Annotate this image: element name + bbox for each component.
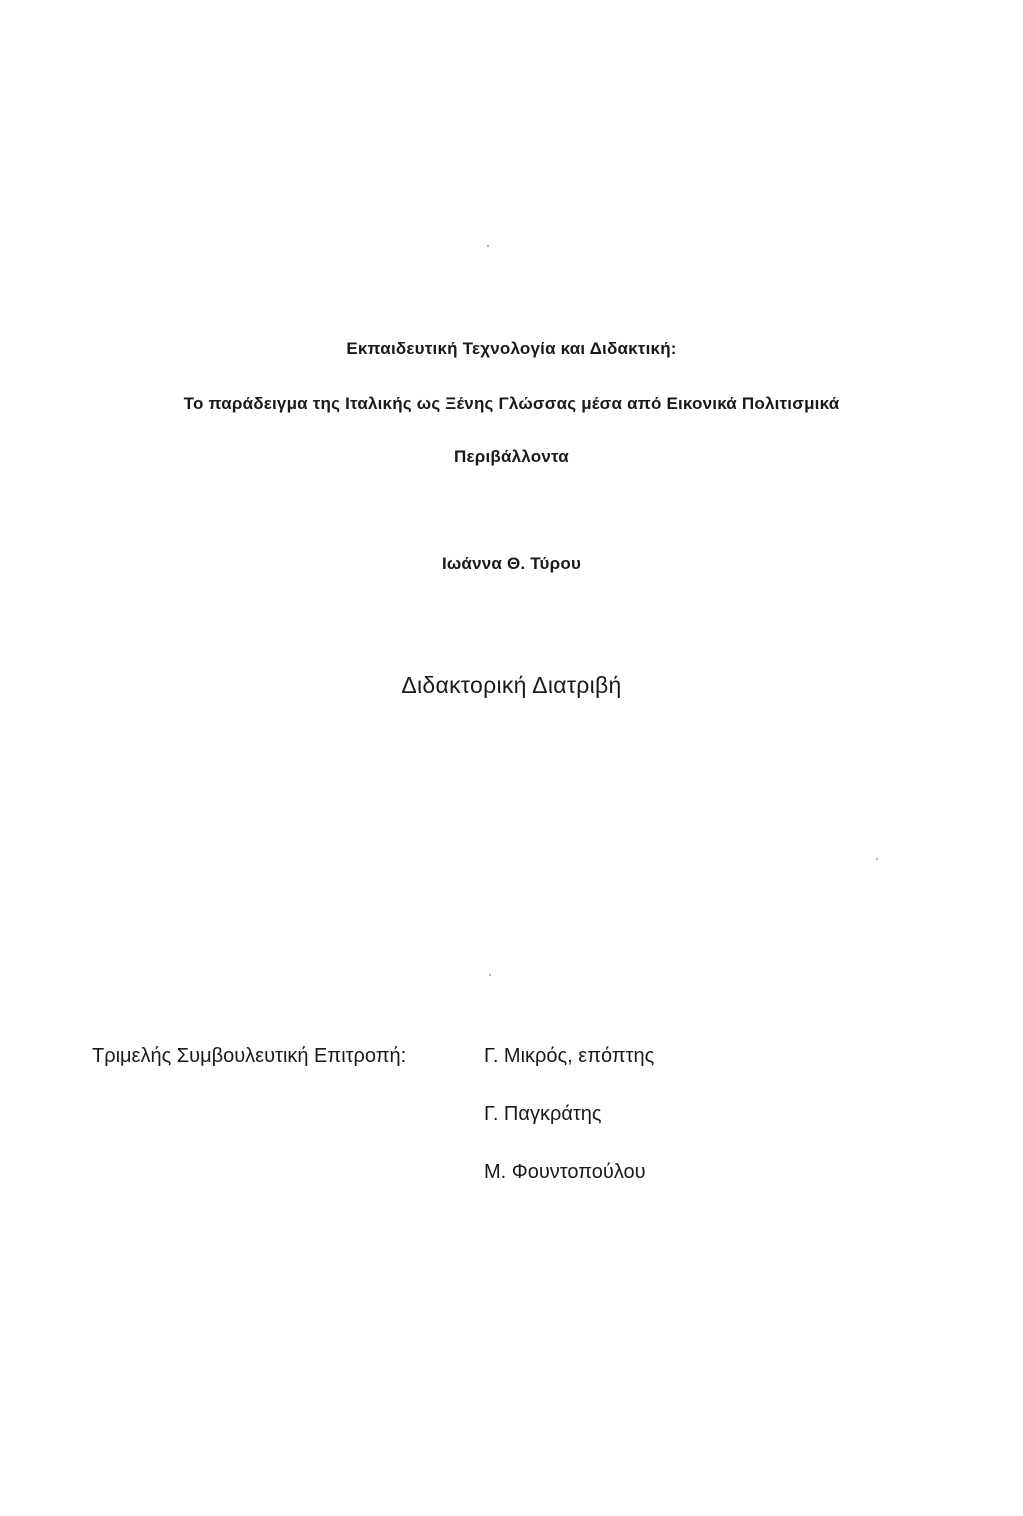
committee-member: Μ. Φουντοπούλου — [484, 1161, 646, 1183]
scan-speck — [487, 245, 489, 247]
committee-label: Τριμελής Συμβουλευτική Επιτροπή: — [92, 1045, 407, 1067]
title-line-3: Περιβάλλοντα — [454, 447, 569, 466]
committee-member: Γ. Μικρός, επόπτης — [484, 1045, 655, 1067]
scan-speck — [489, 974, 491, 976]
committee-member: Γ. Παγκράτης — [484, 1103, 602, 1125]
author-name: Ιωάννα Θ. Τύρου — [441, 554, 582, 573]
document-type: Διδακτορική Διατριβή — [401, 672, 622, 698]
scan-speck — [876, 858, 878, 860]
title-line-1: Εκπαιδευτική Τεχνολογία και Διδακτική: — [346, 339, 677, 358]
title-line-2: Το παράδειγμα της Ιταλικής ως Ξένης Γλώσσας μέσα από Εικονικά Πολιτισμικά — [183, 394, 840, 413]
